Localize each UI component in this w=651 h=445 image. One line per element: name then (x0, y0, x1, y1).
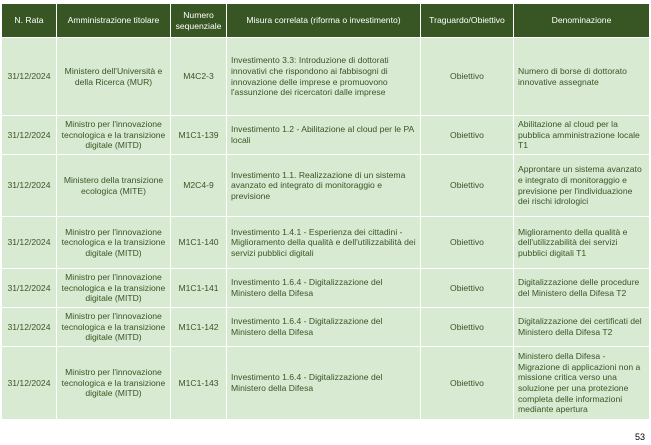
cell-amministrazione: Ministro per l'innovazione tecnologica e la transizione digitale (MITD) (57, 269, 171, 308)
cell-traguardo: Obiettivo (421, 347, 514, 420)
cell-numero: M1C1-141 (171, 269, 227, 308)
cell-denominazione: Miglioramento della qualità e dell'utilizzabilità dei servizi pubblici digitali T1 (514, 217, 650, 269)
cell-rata: 31/12/2024 (2, 116, 57, 155)
header-amministrazione: Amministrazione titolare (57, 4, 171, 38)
header-rata: N. Rata (2, 4, 57, 38)
cell-misura: Investimento 1.4.1 - Esperienza dei cittadini - Miglioramento della qualità e dell'utilizzabilità dei servizi pubblici digitali (227, 217, 421, 269)
header-numero: Numero sequenziale (171, 4, 227, 38)
cell-rata: 31/12/2024 (2, 269, 57, 308)
cell-rata: 31/12/2024 (2, 38, 57, 116)
cell-traguardo: Obiettivo (421, 217, 514, 269)
cell-numero: M4C2-3 (171, 38, 227, 116)
cell-denominazione: Ministero della Difesa - Migrazione di applicazioni non a missione critica verso una soluzione per una protezione completa delle informazioni mediante apertura (514, 347, 650, 420)
cell-numero: M1C1-139 (171, 116, 227, 155)
cell-denominazione: Approntare un sistema avanzato e integrato di monitoraggio e previsione per l'individuazione dei rischi idrologici (514, 155, 650, 217)
cell-denominazione: Digitalizzazione delle procedure del Ministero della Difesa T2 (514, 269, 650, 308)
cell-misura: Investimento 1.2 - Abilitazione al cloud per le PA locali (227, 116, 421, 155)
cell-traguardo: Obiettivo (421, 269, 514, 308)
header-traguardo: Traguardo/Obiettivo (421, 4, 514, 38)
cell-amministrazione: Ministro per l'innovazione tecnologica e la transizione digitale (MITD) (57, 347, 171, 420)
table-row (2, 308, 650, 347)
cell-amministrazione: Ministro per l'innovazione tecnologica e la transizione digitale (MITD) (57, 116, 171, 155)
table-row (2, 116, 650, 155)
cell-denominazione: Digitalizzazione dei certificati del Ministero della Difesa T2 (514, 308, 650, 347)
cell-misura: Investimento 1.6.4 - Digitalizzazione del Ministero della Difesa (227, 347, 421, 420)
table-row (2, 269, 650, 308)
header-row (2, 4, 650, 38)
cell-traguardo: Obiettivo (421, 308, 514, 347)
cell-denominazione: Abilitazione al cloud per la pubblica amministrazione locale T1 (514, 116, 650, 155)
header-misura: Misura correlata (riforma o investimento) (227, 4, 421, 38)
cell-misura: Investimento 3.3: Introduzione di dottorati innovativi che rispondono ai fabbisogni di innovazione delle imprese e promuovono l'assunzione dei ricercatori dalle imprese (227, 38, 421, 116)
cell-amministrazione: Ministero della transizione ecologica (MITE) (57, 155, 171, 217)
cell-rata: 31/12/2024 (2, 217, 57, 269)
table-row (2, 38, 650, 116)
cell-rata: 31/12/2024 (2, 347, 57, 420)
cell-rata: 31/12/2024 (2, 308, 57, 347)
table-row (2, 347, 650, 420)
table-row (2, 155, 650, 217)
cell-numero: M1C1-142 (171, 308, 227, 347)
cell-denominazione: Numero di borse di dottorato innovative assegnate (514, 38, 650, 116)
cell-numero: M2C4-9 (171, 155, 227, 217)
cell-traguardo: Obiettivo (421, 155, 514, 217)
cell-amministrazione: Ministro per l'innovazione tecnologica e la transizione digitale (MITD) (57, 308, 171, 347)
cell-misura: Investimento 1.1. Realizzazione di un sistema avanzato ed integrato di monitoraggio e previsione (227, 155, 421, 217)
cell-amministrazione: Ministero dell'Università e della Ricerca (MUR) (57, 38, 171, 116)
milestones-table (1, 3, 650, 420)
cell-misura: Investimento 1.6.4 - Digitalizzazione del Ministero della Difesa (227, 308, 421, 347)
header-denominazione: Denominazione (514, 4, 650, 38)
table-row (2, 217, 650, 269)
table-header (2, 4, 650, 38)
cell-traguardo: Obiettivo (421, 116, 514, 155)
cell-rata: 31/12/2024 (2, 155, 57, 217)
page-number: 53 (634, 432, 645, 442)
cell-amministrazione: Ministro per l'innovazione tecnologica e la transizione digitale (MITD) (57, 217, 171, 269)
table-body (2, 38, 650, 420)
cell-traguardo: Obiettivo (421, 38, 514, 116)
cell-numero: M1C1-140 (171, 217, 227, 269)
cell-numero: M1C1-143 (171, 347, 227, 420)
cell-misura: Investimento 1.6.4 - Digitalizzazione del Ministero della Difesa (227, 269, 421, 308)
